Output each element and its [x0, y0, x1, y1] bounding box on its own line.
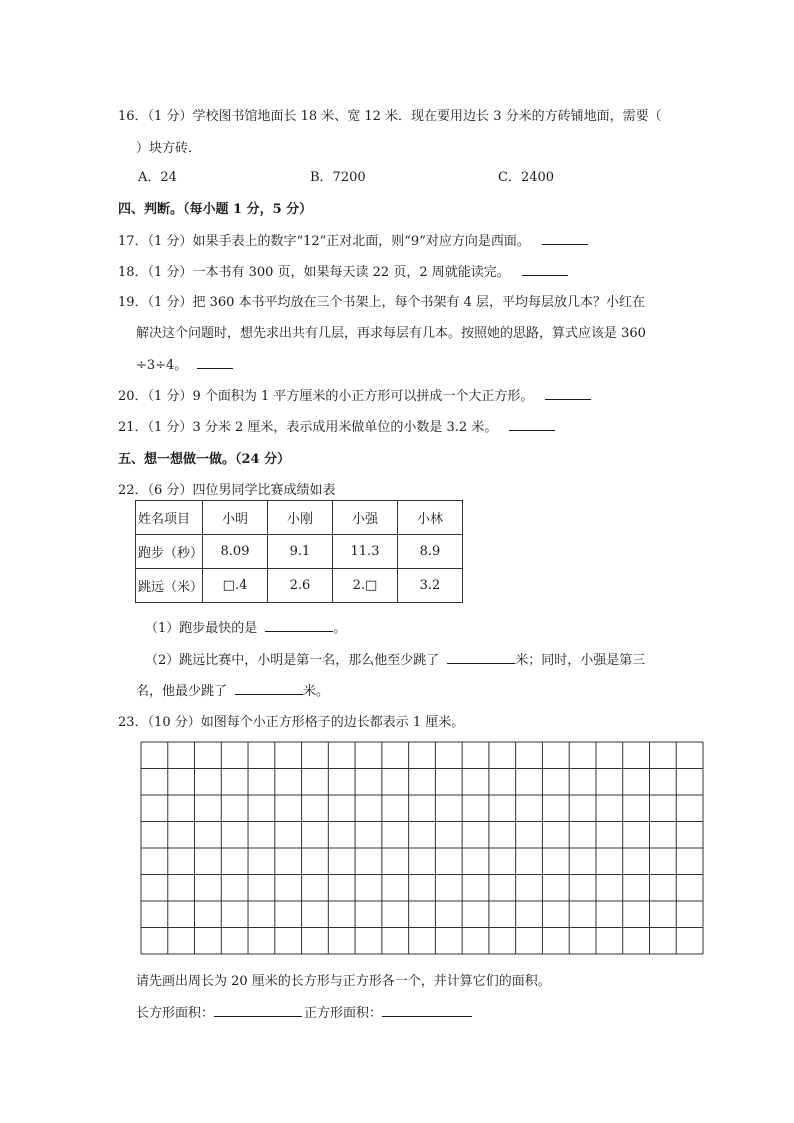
table-cell: 2.□: [333, 569, 398, 603]
table-cell: 11.3: [333, 535, 398, 569]
q22-sub2-row: [145, 649, 645, 668]
q22-sub2-blank-2[interactable]: [235, 683, 303, 695]
table-row: [136, 535, 463, 569]
q22-sub1-blank[interactable]: [265, 620, 333, 632]
q20-row: [118, 385, 591, 404]
q18-row: [118, 261, 568, 280]
rect-area-blank[interactable]: [214, 1005, 302, 1017]
q16-option-c: C．2400: [498, 170, 555, 185]
q19-line3-row: [136, 354, 233, 373]
score-table: [135, 500, 463, 603]
q21-row: [118, 416, 555, 435]
q22-sub1-end: 。: [333, 621, 347, 636]
q19-line3: ÷3÷4。: [136, 358, 188, 373]
q16-option-b: B．7200: [310, 170, 366, 185]
table-cell: 2.6: [268, 569, 333, 603]
q21-answer-blank[interactable]: [509, 419, 555, 431]
q21-text: 21．（1 分）3 分米 2 厘米，表示成用米做单位的小数是 3.2 米。: [118, 420, 498, 435]
q17-row: [118, 230, 588, 249]
square-area-label: 正方形面积：: [304, 1006, 383, 1021]
q20-answer-blank[interactable]: [545, 388, 591, 400]
q18-answer-blank[interactable]: [522, 264, 568, 276]
table-cell: 8.09: [203, 535, 268, 569]
q16-option-a: A．24: [138, 170, 177, 185]
table-header-cell: 小林: [398, 501, 463, 535]
q16-line2: ）块方砖．: [136, 141, 202, 156]
q20-text: 20．（1 分）9 个面积为 1 平方厘米的小正方形可以拼成一个大正方形。: [118, 389, 534, 404]
table-cell: 3.2: [398, 569, 463, 603]
table-cell: 跳远（米）: [136, 569, 203, 603]
q19-answer-blank[interactable]: [197, 357, 233, 369]
q19-line2: 解决这个问题时，想先求出共有几层，再求每层有几本。按照她的思路，算式应该是 360: [136, 326, 646, 341]
q18-text: 18．（1 分）一本书有 300 页，如果每天读 22 页，2 周就能读完。: [118, 265, 510, 280]
q22-sub2-text-b: 米；同时，小强是第三: [515, 653, 646, 668]
table-header-cell: 小强: [333, 501, 398, 535]
q23-answer-row: [136, 1002, 472, 1021]
q22-sub2-text-a: （2）跳远比赛中，小明是第一名，那么他至少跳了: [145, 653, 440, 668]
q17-text: 17．（1 分）如果手表上的数字“12”正对北面，则“9”对应方向是西面。: [118, 234, 530, 249]
rect-area-label: 长方形面积：: [136, 1006, 215, 1021]
table-cell: □.4: [203, 569, 268, 603]
drawing-grid[interactable]: [140, 741, 704, 955]
q17-answer-blank[interactable]: [542, 233, 588, 245]
table-header-cell: 小明: [203, 501, 268, 535]
q19-line1: 19．（1 分）把 360 本书平均放在三个书架上，每个书架有 4 层，平均每层放几本？小红在: [118, 295, 646, 310]
q22-title: 22．（6 分）四位男同学比赛成绩如表: [118, 483, 336, 498]
q22-sub1-row: [145, 617, 346, 636]
q22-sub1-text: （1）跑步最快的是: [145, 621, 258, 636]
table-row: [136, 569, 463, 603]
q22-sub2-text-c: 名，他最少跳了: [136, 684, 228, 699]
table-header-row: [136, 501, 463, 535]
q16-line1: 16．（1 分）学校图书馆地面长 18 米、宽 12 米．现在要用边长 3 分米的方砖铺地面，需要（: [118, 109, 662, 124]
table-cell: 跑步（秒）: [136, 535, 203, 569]
q22-sub2-text-d: 米。: [303, 684, 330, 699]
table-header-cell: 小刚: [268, 501, 333, 535]
q22-sub2-row-2: [136, 680, 329, 699]
section5-heading: 五、想一想做一做。（24 分）: [118, 452, 291, 467]
q23-instruction: 请先画出周长为 20 厘米的长方形与正方形各一个，并计算它们的面积。: [136, 974, 551, 989]
table-header-cell: 姓名项目: [136, 501, 203, 535]
section4-heading: 四、判断。（每小题 1 分，5 分）: [118, 202, 313, 217]
table-cell: 9.1: [268, 535, 333, 569]
square-area-blank[interactable]: [382, 1005, 472, 1017]
q22-sub2-blank-1[interactable]: [447, 652, 515, 664]
q23-title: 23．（10 分）如图每个小正方形格子的边长都表示 1 厘米。: [118, 715, 465, 730]
table-cell: 8.9: [398, 535, 463, 569]
